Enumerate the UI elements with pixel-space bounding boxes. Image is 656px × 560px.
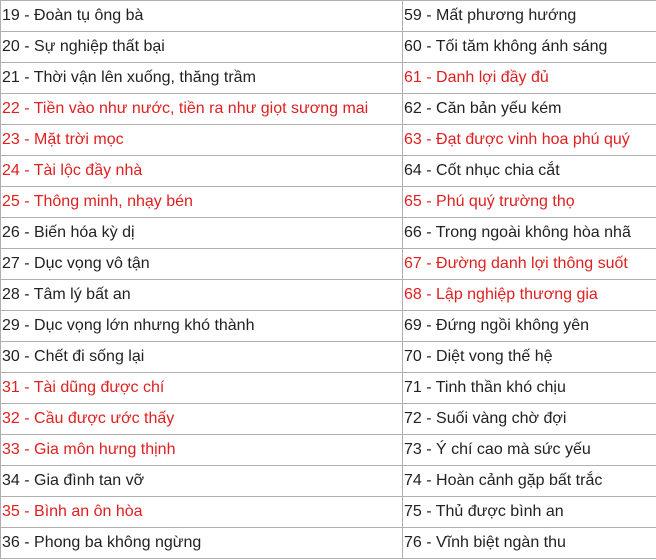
table-cell-right: 70 - Diệt vong thế hệ [403, 342, 656, 373]
table-body [1, 1, 656, 559]
table-row [1, 63, 656, 94]
table-cell-right: 71 - Tinh thần khó chịu [403, 373, 656, 404]
table-row [1, 311, 656, 342]
table-cell-left: 32 - Cầu được ước thấy [1, 404, 403, 435]
table-row [1, 373, 656, 404]
table-cell-right: 72 - Suối vàng chờ đợi [403, 404, 656, 435]
table-row [1, 32, 656, 63]
table-row [1, 218, 656, 249]
table-row [1, 94, 656, 125]
table-cell-right: 73 - Ý chí cao mà sức yếu [403, 435, 656, 466]
table-cell-right: 76 - Vĩnh biệt ngàn thu [403, 528, 656, 559]
table-cell-left: 20 - Sự nghiệp thất bại [1, 32, 403, 63]
table-cell-left: 35 - Bình an ôn hòa [1, 497, 403, 528]
table-row [1, 466, 656, 497]
table-row [1, 497, 656, 528]
table-cell-right: 59 - Mất phương hướng [403, 1, 656, 32]
table-cell-left: 36 - Phong ba không ngừng [1, 528, 403, 559]
table-cell-left: 28 - Tâm lý bất an [1, 280, 403, 311]
table-cell-right: 65 - Phú quý trường thọ [403, 187, 656, 218]
table-cell-left: 24 - Tài lộc đầy nhà [1, 156, 403, 187]
table-cell-right: 66 - Trong ngoài không hòa nhã [403, 218, 656, 249]
table-cell-left: 21 - Thời vận lên xuống, thăng trầm [1, 63, 403, 94]
table-cell-left: 22 - Tiền vào như nước, tiền ra như giọt sương mai [1, 94, 403, 125]
table-cell-left: 27 - Dục vọng vô tận [1, 249, 403, 280]
table-cell-left: 25 - Thông minh, nhạy bén [1, 187, 403, 218]
table-cell-right: 69 - Đứng ngồi không yên [403, 311, 656, 342]
table-row [1, 249, 656, 280]
table-row [1, 342, 656, 373]
table-row [1, 528, 656, 559]
table-cell-left: 30 - Chết đi sống lại [1, 342, 403, 373]
table-cell-right: 60 - Tối tăm không ánh sáng [403, 32, 656, 63]
table-row [1, 156, 656, 187]
table-cell-right: 63 - Đạt được vinh hoa phú quý [403, 125, 656, 156]
table-cell-left: 29 - Dục vọng lớn nhưng khó thành [1, 311, 403, 342]
table-cell-right: 75 - Thủ được bình an [403, 497, 656, 528]
table-row [1, 1, 656, 32]
table-row [1, 435, 656, 466]
table-cell-right: 67 - Đường danh lợi thông suốt [403, 249, 656, 280]
table-cell-right: 61 - Danh lợi đầy đủ [403, 63, 656, 94]
table-cell-right: 68 - Lập nghiệp thương gia [403, 280, 656, 311]
table-cell-right: 62 - Căn bản yếu kém [403, 94, 656, 125]
table-row [1, 280, 656, 311]
table-cell-left: 19 - Đoàn tụ ông bà [1, 1, 403, 32]
table-cell-left: 33 - Gia môn hưng thịnh [1, 435, 403, 466]
table-row [1, 125, 656, 156]
table-cell-left: 23 - Mặt trời mọc [1, 125, 403, 156]
table-row [1, 187, 656, 218]
table-row [1, 404, 656, 435]
table-cell-left: 34 - Gia đình tan vỡ [1, 466, 403, 497]
table-cell-right: 74 - Hoàn cảnh gặp bất trắc [403, 466, 656, 497]
table-cell-left: 31 - Tài dũng được chí [1, 373, 403, 404]
table-cell-right: 64 - Cốt nhục chia cắt [403, 156, 656, 187]
table-cell-left: 26 - Biến hóa kỳ dị [1, 218, 403, 249]
